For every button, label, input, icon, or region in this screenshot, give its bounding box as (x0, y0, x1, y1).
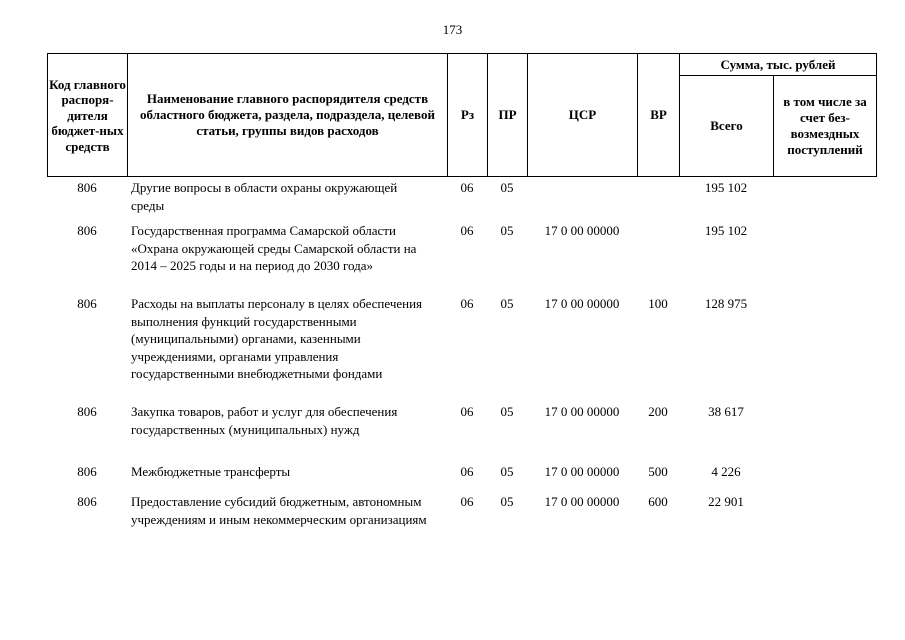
row-code: 806 (77, 404, 97, 419)
header-pr: ПР (488, 54, 528, 176)
header-sum: Сумма, тыс. рублей (680, 54, 876, 76)
row-csr: 17 0 00 00000 (544, 404, 620, 419)
row-total: 4 226 (711, 464, 741, 479)
row-name: Другие вопросы в области охраны окружающей среды (131, 180, 398, 213)
row-rz: 06 (460, 180, 474, 195)
row-pr: 05 (500, 464, 514, 479)
row-pr: 05 (500, 180, 514, 195)
row-code: 806 (77, 180, 97, 195)
row-rz: 06 (460, 464, 474, 479)
table-header (47, 53, 877, 177)
row-total: 22 901 (708, 494, 744, 509)
row-vr: 100 (648, 296, 668, 311)
row-name: Межбюджетные трансферты (131, 464, 291, 479)
row-name: Расходы на выплаты персоналу в целях обеспечения выполнения функций государственными (муниципальными) органами, казенными учреждениями, органами управления государственными внебюджетными фондами (131, 296, 423, 382)
row-total: 195 102 (704, 180, 748, 195)
row-total: 195 102 (704, 223, 748, 238)
row-pr: 05 (500, 494, 514, 509)
row-rz: 06 (460, 404, 474, 419)
row-code: 806 (77, 464, 97, 479)
row-name: Предоставление субсидий бюджетным, автономным учреждениям и иным некоммерческим организациям (131, 494, 427, 527)
row-vr: 600 (648, 494, 668, 509)
header-total: Всего (680, 76, 774, 176)
row-csr: 17 0 00 00000 (544, 464, 620, 479)
row-vr: 500 (648, 464, 668, 479)
row-name: Закупка товаров, работ и услуг для обеспечения государственных (муниципальных) нужд (131, 404, 398, 437)
row-csr: 17 0 00 00000 (544, 494, 620, 509)
row-code: 806 (77, 296, 97, 311)
header-free: в том числе за счет без-возмездных поступлений (783, 94, 867, 157)
row-pr: 05 (500, 223, 514, 238)
header-name: Наименование главного распорядителя средств областного бюджета, раздела, подраздела, целевой статьи, группы видов расходов (128, 54, 448, 176)
row-csr: 17 0 00 00000 (544, 296, 620, 311)
row-name: Государственная программа Самарской области «Охрана окружающей среды Самарской области на 2014 – 2025 годы и на период до 2030 года» (131, 223, 417, 274)
header-sum-group (680, 54, 876, 176)
row-vr: 200 (648, 404, 668, 419)
row-pr: 05 (500, 404, 514, 419)
row-pr: 05 (500, 296, 514, 311)
row-rz: 06 (460, 296, 474, 311)
row-rz: 06 (460, 494, 474, 509)
row-code: 806 (77, 494, 97, 509)
row-total: 38 617 (708, 404, 744, 419)
row-code: 806 (77, 223, 97, 238)
page-number: 173 (442, 22, 463, 37)
header-csr: ЦСР (528, 54, 638, 176)
header-code: Код главного распоря-дителя бюджет-ных средств (48, 54, 128, 176)
header-vr: ВР (638, 54, 680, 176)
row-total: 128 975 (704, 296, 748, 311)
row-csr: 17 0 00 00000 (544, 223, 620, 238)
row-rz: 06 (460, 223, 474, 238)
header-rz: Рз (448, 54, 488, 176)
